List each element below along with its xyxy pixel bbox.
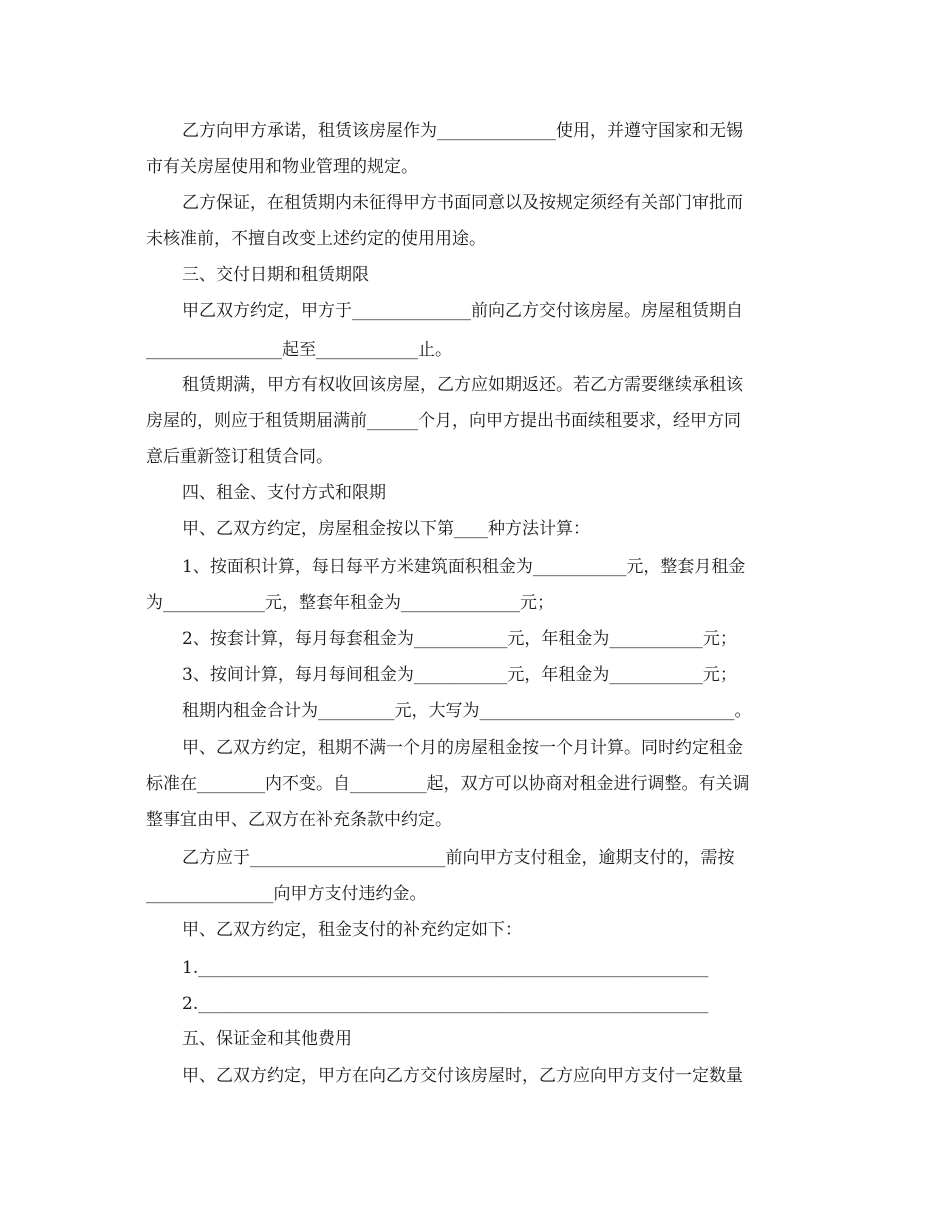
paragraph-line: 乙方应于_______________________前向甲方支付租金，逾期支付的，需按 bbox=[182, 848, 735, 868]
paragraph-line: 标准在________内不变。自_________起，双方可以协商对租金进行调整。有关调 bbox=[146, 774, 750, 794]
paragraph-line: 意后重新签订租赁合同。 bbox=[146, 447, 333, 467]
paragraph-line: 为____________元，整套年租金为______________元； bbox=[146, 593, 554, 613]
paragraph-line: 租期内租金合计为_________元，大写为______________________________。 bbox=[182, 701, 752, 721]
paragraph-line: 1.____________________________________________________________ bbox=[182, 958, 709, 978]
paragraph-line: ________________起至____________止。 bbox=[146, 340, 452, 360]
paragraph-line: 未核准前，不擅自改变上述约定的使用用途。 bbox=[146, 229, 486, 249]
paragraph-line: 3、按间计算，每月每间租金为___________元，年租金为___________元； bbox=[182, 665, 737, 685]
paragraph-line: 2.____________________________________________________________ bbox=[182, 994, 709, 1014]
paragraph-line: 甲乙双方约定，甲方于______________前向乙方交付该房屋。房屋租赁期自 bbox=[182, 301, 743, 321]
paragraph-line: 租赁期满，甲方有权收回该房屋，乙方应如期返还。若乙方需要继续承租该 bbox=[182, 375, 743, 395]
paragraph-line: 甲、乙双方约定，租期不满一个月的房屋租金按一个月计算。同时约定租金 bbox=[182, 738, 743, 758]
paragraph-line: 甲、乙双方约定，房屋租金按以下第____种方法计算： bbox=[182, 519, 590, 539]
paragraph-line: 整事宜由甲、乙双方在补充条款中约定。 bbox=[146, 810, 452, 830]
section-heading: 五、保证金和其他费用 bbox=[182, 1029, 352, 1049]
paragraph-line: 市有关房屋使用和物业管理的规定。 bbox=[146, 157, 418, 177]
paragraph-line: 甲、乙双方约定，租金支付的补充约定如下： bbox=[182, 920, 522, 940]
paragraph-line: 1、按面积计算，每日每平方米建筑面积租金为___________元，整套月租金 bbox=[182, 557, 746, 577]
section-heading: 四、租金、支付方式和限期 bbox=[182, 483, 386, 503]
section-heading: 三、交付日期和租赁期限 bbox=[182, 265, 369, 285]
paragraph-line: 乙方保证，在租赁期内未征得甲方书面同意以及按规定须经有关部门审批而 bbox=[182, 193, 743, 213]
paragraph-line: 乙方向甲方承诺，租赁该房屋作为______________使用，并遵守国家和无锡 bbox=[182, 121, 743, 141]
paragraph-line: 甲、乙双方约定，甲方在向乙方交付该房屋时，乙方应向甲方支付一定数量 bbox=[182, 1066, 743, 1086]
paragraph-line: 房屋的，则应于租赁期届满前______个月，向甲方提出书面续租要求，经甲方同 bbox=[146, 411, 741, 431]
paragraph-line: 2、按套计算，每月每套租金为___________元，年租金为___________元； bbox=[182, 629, 737, 649]
paragraph-line: _______________向甲方支付违约金。 bbox=[146, 884, 427, 904]
